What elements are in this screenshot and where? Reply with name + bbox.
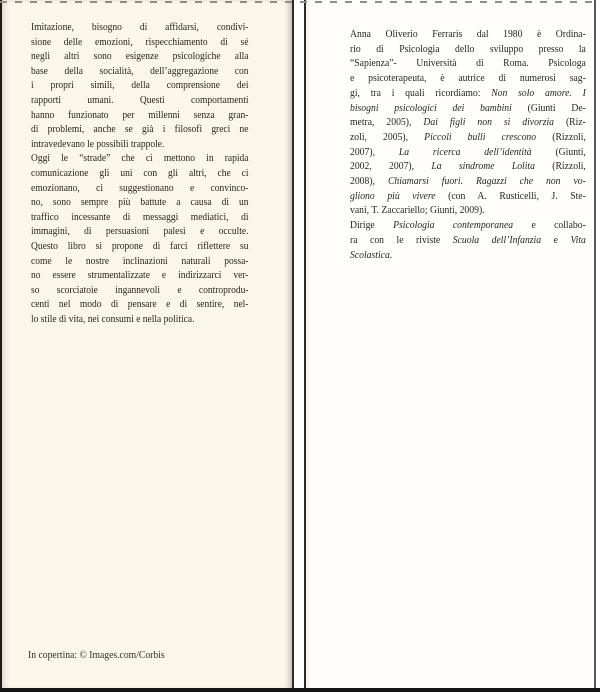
book-title-italic-run: Piccoli bulli crescono [424, 130, 537, 143]
bottom-trim-line [0, 688, 600, 692]
book-title-italic-run: Scolastica [350, 248, 390, 261]
text-run: emozionano, ci suggestionano e convinco- [31, 181, 249, 194]
text-run: 2007), [350, 145, 399, 158]
text-run: gi, tra i quali ricordiamo: [350, 86, 492, 99]
book-title-italic-run: bisogni psicologici dei bambini [350, 101, 512, 114]
text-run: (Giunti De- [511, 101, 586, 114]
text-run: (Giunti, [531, 145, 586, 158]
text-run: sione delle emozioni, rispecchiamento di sé [31, 35, 249, 48]
text-line [31, 108, 248, 123]
text-line [31, 20, 248, 35]
text-line [350, 101, 586, 116]
text-run: Dirige [350, 219, 394, 232]
text-run: vani, T. Zaccariello; Giunti, 2009). [350, 204, 485, 217]
text-run: Anna Oliverio Ferraris dal 1980 è Ordina- [350, 28, 586, 40]
text-line [31, 93, 248, 108]
text-line [350, 56, 586, 71]
text-run: Questo libro si propone di farci riflettere su [31, 239, 249, 252]
text-line [350, 115, 586, 130]
text-run: (Rizzoli, [534, 160, 586, 173]
text-run: rapporti umani. Questi comportamenti [31, 93, 249, 106]
text-run: e collabo- [513, 219, 586, 232]
author-bio-text [350, 27, 586, 262]
text-line [350, 203, 586, 218]
text-run: hanno funzionato per millenni senza gran- [31, 108, 249, 121]
book-title-italic-run: Scuola dell’Infanzia [452, 233, 542, 246]
text-line [31, 35, 248, 50]
back-flap-page [2, 0, 294, 689]
text-run: Oggi le “strade” che ci mettono in rapida [31, 152, 249, 165]
text-line [31, 64, 248, 79]
text-line [350, 27, 586, 42]
book-title-italic-run: Dai figli non si divorzia [423, 116, 555, 129]
text-run: 2002, 2007), [350, 160, 432, 173]
book-title-italic-run: La ricerca dell’identità [398, 145, 532, 158]
text-line [31, 312, 248, 327]
text-run: so scorciatoie ingannevoli e controprodu- [31, 283, 249, 296]
text-run: “Sapienza”- Università di Roma. Psicologa [350, 57, 586, 70]
text-line [350, 218, 586, 233]
text-line [350, 159, 586, 174]
text-run: zoli, 2005), [350, 130, 425, 143]
text-run: intravedevano le possibili trappole. [31, 137, 165, 150]
book-description-text [31, 20, 248, 326]
text-line [31, 49, 248, 64]
text-run: i propri simili, della comprensione dei [31, 79, 249, 92]
text-run: rio di Psicologia dello sviluppo presso la [350, 42, 586, 55]
text-run: Imitazione, bisogno di affidarsi, condivi- [31, 21, 249, 33]
book-title-italic-run: Non solo amore. I [491, 86, 586, 99]
text-run: come le nostre inclinazioni naturali possa- [31, 254, 249, 267]
text-run: base della socialità, dell’aggregazione con [31, 64, 249, 77]
text-line [31, 254, 248, 269]
text-line [350, 233, 586, 248]
text-run: centi nel modo di pensare e di sentire, nel- [31, 298, 249, 311]
text-run: negli altri sono esigenze psicologiche alla [31, 50, 249, 63]
text-line [31, 195, 248, 210]
front-flap-page [304, 0, 596, 689]
text-line [350, 71, 586, 86]
book-title-italic-run: Vita [570, 233, 586, 246]
text-run: (Riz- [554, 116, 586, 129]
book-title-italic-run: gliono più vivere [350, 189, 436, 202]
text-run: no essere strumentalizzate e indirizzarci ver- [31, 269, 249, 282]
text-line [31, 283, 248, 298]
text-run: lo stile di vita, nei consumi e nella politica. [31, 312, 195, 325]
text-run: (con A. Rusticelli, J. Ste- [435, 189, 586, 202]
text-run: 2008), [350, 175, 388, 188]
text-line [31, 239, 248, 254]
text-line [31, 151, 248, 166]
text-line [31, 297, 248, 312]
text-line [31, 166, 248, 181]
top-trim-dashed-line [0, 1, 600, 3]
book-title-italic-run: Chiamarsi fuori. Ragazzi che non vo- [387, 175, 586, 188]
text-line [31, 224, 248, 239]
cover-credit-caption: In copertina: © Images.com/Corbis [28, 650, 165, 661]
text-run: (Rizzoli, [536, 130, 586, 143]
text-run: e [541, 233, 571, 246]
text-line [350, 130, 586, 145]
text-run: di problemi, anche se già i filosofi greci ne [31, 123, 249, 136]
text-run: e psicoterapeuta, è autrice di numerosi sag- [350, 72, 586, 85]
text-line [350, 174, 586, 189]
text-line [350, 248, 586, 263]
text-run: no, sono sempre più battute a causa di un [31, 196, 249, 209]
text-line [350, 42, 586, 57]
text-run: traffico incessante di messaggi mediatici, di [31, 210, 249, 223]
text-line [350, 145, 586, 160]
text-run: ra con le riviste [350, 233, 453, 246]
text-run: comunicazione gli uni con gli altri, che ci [31, 166, 249, 179]
text-line [31, 181, 248, 196]
text-line [31, 78, 248, 93]
text-run: immagini, di persuasioni palesi e occulte. [31, 225, 249, 238]
text-line [31, 268, 248, 283]
text-run: . [389, 248, 393, 261]
book-title-italic-run: La sindrome Lolita [431, 160, 535, 173]
book-title-italic-run: Psicologia contemporanea [393, 219, 514, 232]
text-line [31, 137, 248, 152]
text-run: metra, 2005), [350, 116, 424, 129]
text-line [350, 189, 586, 204]
text-line [31, 210, 248, 225]
text-line [31, 122, 248, 137]
text-line [350, 86, 586, 101]
